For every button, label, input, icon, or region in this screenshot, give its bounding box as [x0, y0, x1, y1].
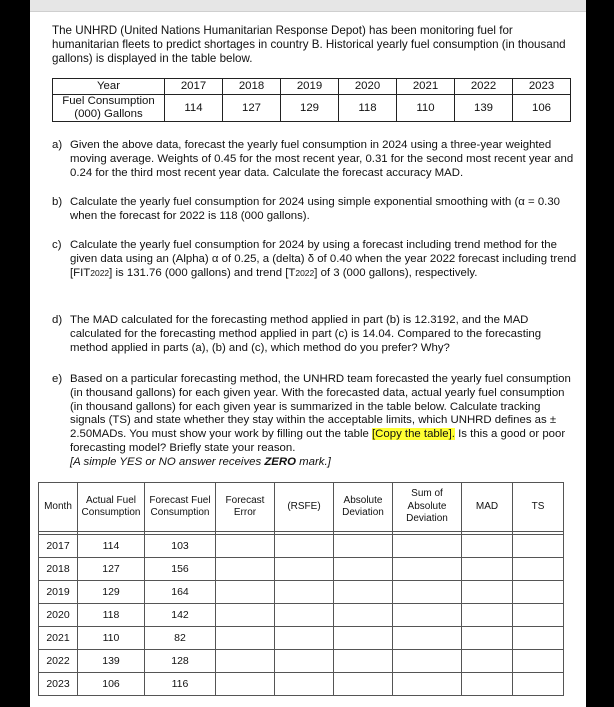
consumption-header	[53, 95, 165, 122]
question-label: b)	[52, 196, 63, 208]
empty-cell[interactable]	[513, 535, 564, 558]
empty-cell[interactable]	[334, 558, 393, 581]
sum-absolute-deviation-header: Sum of Absolute Deviation	[393, 483, 462, 532]
forecast-cell: 156	[145, 558, 216, 581]
actual-cell: 139	[78, 650, 145, 673]
document-page	[30, 0, 586, 707]
empty-cell[interactable]	[275, 558, 334, 581]
actual-cell: 129	[78, 581, 145, 604]
empty-cell[interactable]	[334, 604, 393, 627]
empty-cell[interactable]	[462, 650, 513, 673]
empty-cell[interactable]	[513, 650, 564, 673]
empty-cell[interactable]	[462, 604, 513, 627]
empty-cell[interactable]	[393, 581, 462, 604]
empty-cell[interactable]	[513, 627, 564, 650]
month-header: Month	[39, 483, 78, 532]
empty-cell[interactable]	[393, 558, 462, 581]
question-text: The MAD calculated for the forecasting method applied in part (b) is 12.3192, and the MAD calculated for the forecasting method applied in part (c) is 14.04. Compared to the forecasting method applied in parts (a), (b) and (c), which method do you prefer? Why?	[70, 314, 542, 354]
question-text: Calculate the yearly fuel consumption for 2024 using simple exponential smoothing with (α = 0.30 when the forecast for 2022 is 118 (000 gallons).	[70, 196, 561, 222]
text-part: Based on a particular forecasting method, the UNHRD team forecasted the yearly fuel consumption (in thousand gallons) for each given year. With the forecasted data, actual yearly fuel consumption (in thousand gallons) for each given year is summarized in the table below. Calculate tracking signals (TS) and state whether they stay within the acceptable limits, which UNHRD defines as ± 2.50MADs. You must show your work by filling out the table	[70, 373, 571, 441]
month-cell: 2021	[39, 627, 78, 650]
empty-cell[interactable]	[393, 604, 462, 627]
forecast-cell: 103	[145, 535, 216, 558]
ts-row	[39, 604, 564, 627]
empty-cell[interactable]	[334, 650, 393, 673]
year-cell: 2017	[165, 79, 223, 95]
month-cell: 2017	[39, 535, 78, 558]
empty-cell[interactable]	[216, 558, 275, 581]
empty-cell[interactable]	[462, 673, 513, 696]
year-header: Year	[53, 79, 165, 95]
empty-cell[interactable]	[393, 673, 462, 696]
empty-cell[interactable]	[393, 650, 462, 673]
actual-cell: 114	[78, 535, 145, 558]
question-a	[52, 139, 577, 180]
text-part: Is this a good or poor forecasting model? Briefly state your reason.	[70, 428, 566, 454]
ts-row	[39, 673, 564, 696]
marking-note: [A simple YES or NO answer receives ZERO mark.]	[70, 455, 331, 468]
empty-cell[interactable]	[462, 558, 513, 581]
ts-row	[39, 558, 564, 581]
question-d	[52, 314, 577, 355]
consumption-cell: 139	[455, 95, 513, 122]
consumption-label-line-1: Fuel Consumption	[62, 95, 155, 107]
forecast-error-header: Forecast Error	[216, 483, 275, 532]
empty-cell[interactable]	[216, 535, 275, 558]
question-label: c)	[52, 239, 62, 251]
empty-cell[interactable]	[275, 627, 334, 650]
forecast-cell: 164	[145, 581, 216, 604]
empty-cell[interactable]	[275, 604, 334, 627]
month-cell: 2022	[39, 650, 78, 673]
empty-cell[interactable]	[334, 581, 393, 604]
question-label: e)	[52, 373, 63, 385]
empty-cell[interactable]	[334, 673, 393, 696]
ts-row	[39, 535, 564, 558]
empty-cell[interactable]	[393, 627, 462, 650]
year-cell: 2021	[397, 79, 455, 95]
consumption-label-line-2: (000) Gallons	[74, 108, 143, 120]
empty-cell[interactable]	[275, 581, 334, 604]
empty-cell[interactable]	[275, 650, 334, 673]
ts-row	[39, 627, 564, 650]
empty-cell[interactable]	[513, 558, 564, 581]
empty-cell[interactable]	[275, 535, 334, 558]
question-text: Given the above data, forecast the yearly fuel consumption in 2024 using a three-year weighted moving average. Weights of 0.45 for the most recent year, 0.31 for the second most recent year and 0.24 for the third most recent year data. Calculate the forecast accuracy MAD.	[70, 139, 574, 179]
fuel-table-year-row	[53, 79, 571, 95]
question-b	[52, 196, 577, 224]
empty-cell[interactable]	[275, 673, 334, 696]
actual-cell: 106	[78, 673, 145, 696]
empty-cell[interactable]	[216, 604, 275, 627]
forecast-cell: 128	[145, 650, 216, 673]
empty-cell[interactable]	[334, 627, 393, 650]
subscript-year: 2022	[90, 267, 110, 278]
empty-cell[interactable]	[216, 650, 275, 673]
consumption-cell: 129	[281, 95, 339, 122]
year-cell: 2023	[513, 79, 571, 95]
actual-header: Actual Fuel Consumption	[78, 483, 145, 532]
actual-cell: 127	[78, 558, 145, 581]
empty-cell[interactable]	[513, 673, 564, 696]
ts-header-row	[39, 483, 564, 532]
empty-cell[interactable]	[393, 535, 462, 558]
empty-cell[interactable]	[334, 535, 393, 558]
question-label: d)	[52, 314, 63, 326]
question-label: a)	[52, 139, 63, 151]
empty-cell[interactable]	[513, 581, 564, 604]
top-divider	[30, 0, 586, 12]
empty-cell[interactable]	[462, 535, 513, 558]
question-text	[70, 373, 577, 470]
empty-cell[interactable]	[513, 604, 564, 627]
text-part: Calculate the yearly fuel consumption for 2024 by using a forecast including trend method for the given data using an (Alpha) α of 0.25, a (delta) δ of 0.40 when the year 2022 forecast including trend [FIT	[70, 239, 577, 279]
forecast-cell: 116	[145, 673, 216, 696]
forecast-cell: 142	[145, 604, 216, 627]
month-cell: 2018	[39, 558, 78, 581]
year-cell: 2020	[339, 79, 397, 95]
consumption-cell: 110	[397, 95, 455, 122]
fuel-table-value-row	[53, 95, 571, 122]
actual-cell: 118	[78, 604, 145, 627]
rsfe-header: (RSFE)	[275, 483, 334, 532]
text-part: ] is 131.76 (000 gallons) and trend [T	[109, 266, 296, 279]
question-e	[52, 373, 577, 470]
year-cell: 2022	[455, 79, 513, 95]
empty-cell[interactable]	[462, 581, 513, 604]
text-part: ] of 3 (000 gallons), respectively.	[314, 266, 478, 279]
tracking-signal-table	[38, 482, 564, 696]
zero-mark-emphasis: ZERO	[264, 455, 296, 468]
subscript-year: 2022	[295, 267, 315, 278]
intro-paragraph: The UNHRD (United Nations Humanitarian Response Depot) has been monitoring fuel for humanitarian fleets to predict shortages in country B. Historical yearly fuel consumption (in thousand gallons) is displayed in the table below.	[52, 24, 566, 65]
consumption-cell: 127	[223, 95, 281, 122]
copy-table-highlight: [Copy the table].	[372, 428, 455, 441]
empty-cell[interactable]	[216, 581, 275, 604]
mad-header: MAD	[462, 483, 513, 532]
forecast-cell: 82	[145, 627, 216, 650]
year-cell: 2019	[281, 79, 339, 95]
consumption-cell: 114	[165, 95, 223, 122]
empty-cell[interactable]	[462, 627, 513, 650]
empty-cell[interactable]	[216, 673, 275, 696]
consumption-cell: 106	[513, 95, 571, 122]
consumption-cell: 118	[339, 95, 397, 122]
month-cell: 2019	[39, 581, 78, 604]
question-c	[52, 239, 577, 280]
forecast-header: Forecast Fuel Consumption	[145, 483, 216, 532]
ts-row	[39, 581, 564, 604]
month-cell: 2023	[39, 673, 78, 696]
month-cell: 2020	[39, 604, 78, 627]
fuel-consumption-table	[52, 78, 571, 122]
empty-cell[interactable]	[216, 627, 275, 650]
ts-row	[39, 650, 564, 673]
year-cell: 2018	[223, 79, 281, 95]
absolute-deviation-header: Absolute Deviation	[334, 483, 393, 532]
question-text	[70, 239, 577, 280]
actual-cell: 110	[78, 627, 145, 650]
ts-header: TS	[513, 483, 564, 532]
